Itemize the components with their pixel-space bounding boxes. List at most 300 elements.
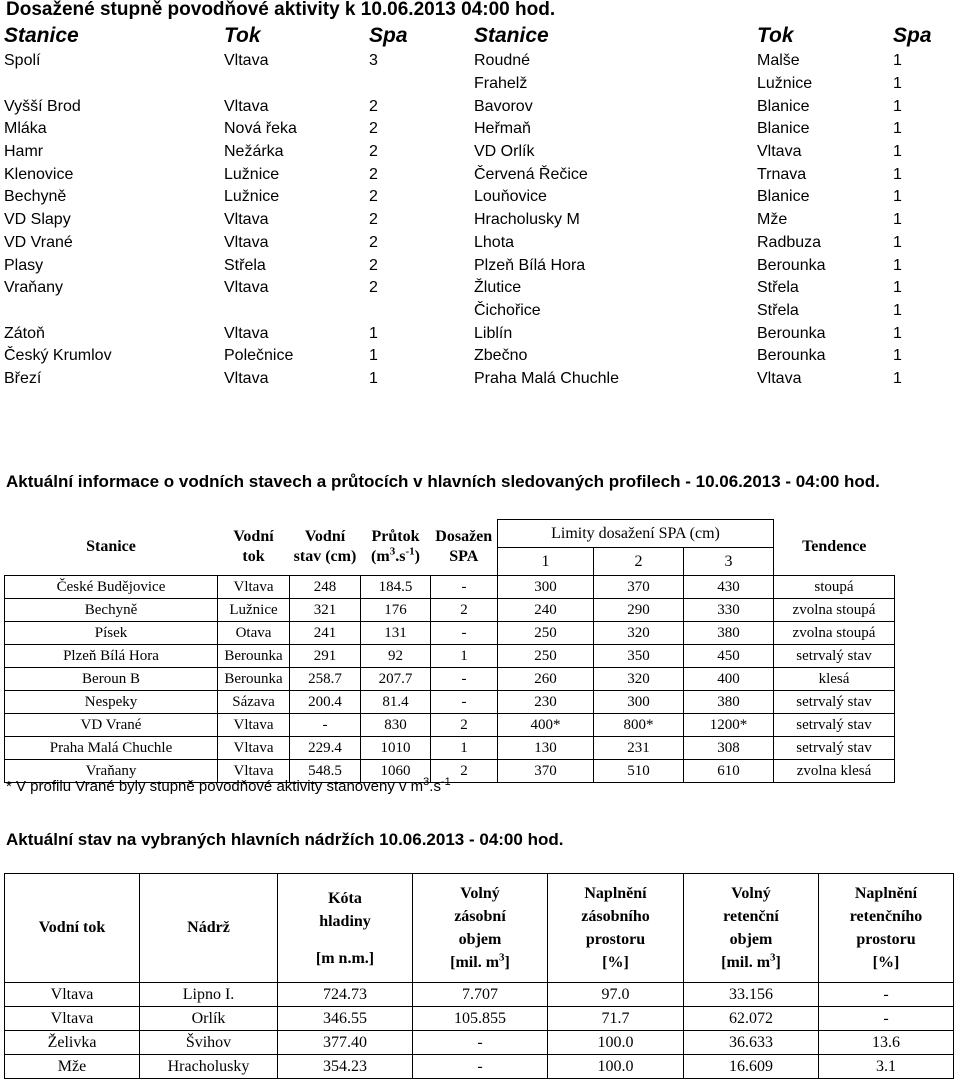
cell-spa-2: 1	[893, 256, 902, 274]
cell-vodni-tok: Berounka	[218, 668, 290, 691]
header-vodni-stav-line1: Vodní	[304, 528, 346, 546]
header-vodni-stav	[290, 520, 361, 576]
header-vodni-tok: Vodní tok	[5, 874, 140, 983]
cell-stanice: Beroun B	[5, 668, 218, 691]
cell-naplneni-zasobniho: 71.7	[548, 1007, 684, 1031]
cell-spa: 2	[369, 211, 378, 229]
cell-naplneni-retencniho: -	[819, 1007, 954, 1031]
header-vro-line3: objem	[729, 931, 773, 948]
header-spa: Spa	[369, 24, 408, 47]
cell-nadrz: Orlík	[140, 1007, 278, 1031]
header-kota-line3: [m n.m.]	[315, 949, 375, 967]
cell-spa: 2	[369, 165, 378, 183]
cell-vodni-stav: -	[290, 714, 361, 737]
table-row	[4, 50, 933, 73]
table-row	[5, 1007, 954, 1031]
cell-spa: 2	[369, 120, 378, 138]
cell-vodni-stav: 258.7	[290, 668, 361, 691]
cell-spa: 2	[369, 188, 378, 206]
cell-stanice: Plasy	[4, 256, 44, 274]
header-stanice: Stanice	[86, 538, 136, 556]
cell-vodni-stav: 229.4	[290, 737, 361, 760]
header-stanice: Stanice	[4, 24, 79, 47]
cell-tok-2: Blanice	[757, 120, 810, 138]
cell-tok-2: Střela	[757, 279, 799, 297]
table-row	[4, 277, 933, 300]
vzo-unit-b: 3	[499, 951, 505, 964]
cell-stanice: Praha Malá Chuchle	[5, 737, 218, 760]
cell-dosazen-spa: -	[431, 668, 498, 691]
cell-tendence: setrvalý stav	[774, 737, 895, 760]
footnote-text-2: .s	[429, 778, 441, 795]
cell-tok: Vltava	[224, 324, 269, 342]
vzo-unit-a: [mil. m	[450, 954, 500, 971]
table-row	[5, 1055, 954, 1079]
cell-tendence: klesá	[774, 668, 895, 691]
header-nrp-line3: prostoru	[856, 931, 916, 948]
cell-tok-2: Blanice	[757, 188, 810, 206]
header-naplneni-zasobniho	[548, 874, 684, 983]
cell-limit-3: 400	[684, 668, 774, 691]
header-limity: Limity dosažení SPA (cm)	[498, 520, 774, 548]
cell-vodni-stav: 248	[290, 576, 361, 599]
cell-tendence: setrvalý stav	[774, 691, 895, 714]
cell-prutok: 92	[361, 645, 431, 668]
cell-stanice: Nespeky	[5, 691, 218, 714]
cell-stanice: Hamr	[4, 143, 44, 161]
cell-spa: 2	[369, 97, 378, 115]
cell-stanice-2: Louňovice	[474, 188, 547, 206]
table-header-row	[5, 874, 954, 983]
table-row	[5, 737, 895, 760]
table-row	[5, 599, 895, 622]
cell-dosazen-spa: -	[431, 576, 498, 599]
cell-tok: Nová řeka	[224, 120, 297, 138]
table-row	[5, 714, 895, 737]
header-vodni-tok-line2: tok	[242, 548, 265, 566]
cell-kota: 724.73	[278, 983, 413, 1007]
cell-stanice: Český Krumlov	[4, 347, 112, 365]
cell-limit-2: 300	[594, 691, 684, 714]
cell-spa: 1	[369, 324, 378, 342]
cell-limit-1: 370	[498, 760, 594, 783]
cell-prutok: 1060	[361, 760, 431, 783]
cell-dosazen-spa: 2	[431, 599, 498, 622]
cell-limit-2: 510	[594, 760, 684, 783]
header-vzo-line2: zásobní	[454, 908, 506, 925]
header-vodni-tok	[218, 520, 290, 576]
cell-vodni-tok: Vltava	[218, 576, 290, 599]
header-nzp-line4: [%]	[602, 954, 629, 971]
cell-tok-2: Berounka	[757, 256, 826, 274]
cell-tok: Polečnice	[224, 347, 294, 365]
header-limit-1: 1	[498, 548, 594, 576]
cell-tok: Vltava	[224, 369, 269, 387]
cell-tendence: zvolna klesá	[774, 760, 895, 783]
header-stanice-2: Stanice	[474, 24, 549, 47]
cell-tok: Vltava	[224, 211, 269, 229]
cell-naplneni-retencniho: 3.1	[819, 1055, 954, 1079]
table-row	[4, 95, 933, 118]
cell-stanice-2: VD Orlík	[474, 143, 535, 161]
flood-activity-table	[4, 22, 933, 390]
cell-prutok: 207.7	[361, 668, 431, 691]
cell-tok-2: Lužnice	[757, 75, 813, 93]
cell-stanice: Písek	[5, 622, 218, 645]
cell-vodni-tok: Vltava	[5, 1007, 140, 1031]
cell-vodni-stav: 200.4	[290, 691, 361, 714]
cell-naplneni-zasobniho: 100.0	[548, 1031, 684, 1055]
cell-stanice: České Budějovice	[5, 576, 218, 599]
cell-dosazen-spa: 1	[431, 645, 498, 668]
header-tok-2: Tok	[757, 24, 794, 47]
cell-spa: 2	[369, 279, 378, 297]
cell-spa: 2	[369, 233, 378, 251]
header-nzp-line3: prostoru	[585, 931, 646, 948]
cell-limit-1: 230	[498, 691, 594, 714]
cell-limit-1: 300	[498, 576, 594, 599]
cell-limit-2: 231	[594, 737, 684, 760]
cell-naplneni-retencniho: -	[819, 983, 954, 1007]
header-tendence: Tendence	[802, 538, 867, 556]
cell-spa: 2	[369, 256, 378, 274]
cell-stanice-2: Praha Malá Chuchle	[474, 369, 619, 387]
cell-spa-2: 1	[893, 369, 902, 387]
cell-tok	[224, 300, 369, 323]
cell-vodni-tok: Mže	[5, 1055, 140, 1079]
cell-prutok: 131	[361, 622, 431, 645]
cell-tendence: zvolna stoupá	[774, 622, 895, 645]
header-volny-zasobni	[413, 874, 548, 983]
cell-spa-2: 1	[893, 233, 902, 251]
cell-spa-2: 1	[893, 347, 902, 365]
cell-kota: 377.40	[278, 1031, 413, 1055]
cell-stanice-2: Roudné	[474, 52, 531, 70]
cell-vodni-stav: 321	[290, 599, 361, 622]
cell-stanice: Mláka	[4, 120, 47, 138]
cell-limit-2: 800*	[594, 714, 684, 737]
header-limit-3: 3	[684, 548, 774, 576]
cell-spa-2: 1	[893, 279, 902, 297]
cell-limit-1: 400*	[498, 714, 594, 737]
cell-tok-2: Berounka	[757, 324, 826, 342]
cell-dosazen-spa: -	[431, 691, 498, 714]
table-row	[5, 576, 895, 599]
cell-stanice-2: Žlutice	[474, 279, 522, 297]
table-row	[4, 322, 933, 345]
cell-naplneni-retencniho: 13.6	[819, 1031, 954, 1055]
footnote-sup-2: -1	[440, 776, 451, 788]
table-header-row	[4, 22, 933, 50]
prutok-unit-b: 3	[389, 545, 396, 558]
cell-vodni-stav: 548.5	[290, 760, 361, 783]
table-row	[5, 645, 895, 668]
cell-tendence: zvolna stoupá	[774, 599, 895, 622]
header-kota-line2: hladiny	[319, 912, 371, 930]
cell-tok-2: Berounka	[757, 347, 826, 365]
header-prutok-line1: Průtok	[371, 528, 420, 546]
cell-kota: 346.55	[278, 1007, 413, 1031]
cell-prutok: 176	[361, 599, 431, 622]
header-nrp-line1: Naplnění	[854, 885, 918, 902]
cell-naplneni-zasobniho: 97.0	[548, 983, 684, 1007]
cell-stanice-2: Heřmaň	[474, 120, 531, 138]
header-nrp-line4: [%]	[872, 954, 900, 971]
table-row	[4, 118, 933, 141]
vzo-unit-c: ]	[504, 954, 510, 971]
prutok-unit-a: (m	[371, 548, 390, 566]
cell-stanice-2: Hracholusky M	[474, 211, 580, 229]
cell-stanice: Bechyně	[4, 188, 67, 206]
cell-limit-3: 330	[684, 599, 774, 622]
cell-stanice: Vraňany	[5, 760, 218, 783]
cell-tok: Vltava	[224, 233, 269, 251]
cell-tendence: setrvalý stav	[774, 714, 895, 737]
cell-limit-3: 430	[684, 576, 774, 599]
cell-limit-2: 320	[594, 668, 684, 691]
vro-unit-a: [mil. m	[721, 954, 771, 971]
cell-stanice: Klenovice	[4, 165, 74, 183]
cell-spa	[369, 300, 474, 323]
cell-spa: 3	[369, 52, 378, 70]
cell-stanice: VD Vrané	[5, 714, 218, 737]
cell-volny-retencni: 62.072	[684, 1007, 819, 1031]
cell-spa-2: 1	[893, 324, 902, 342]
cell-vodni-tok: Lužnice	[218, 599, 290, 622]
cell-tok-2: Blanice	[757, 97, 810, 115]
table-row	[4, 163, 933, 186]
cell-prutok: 184.5	[361, 576, 431, 599]
cell-nadrz: Lipno I.	[140, 983, 278, 1007]
cell-tok	[224, 73, 369, 96]
cell-stanice: Bechyně	[5, 599, 218, 622]
table-row	[4, 345, 933, 368]
cell-stanice	[4, 73, 224, 96]
cell-limit-3: 308	[684, 737, 774, 760]
cell-stanice: Březí	[4, 369, 42, 387]
cell-limit-3: 610	[684, 760, 774, 783]
table-row	[4, 141, 933, 164]
cell-limit-2: 370	[594, 576, 684, 599]
header-dosazen-spa	[431, 520, 498, 576]
cell-stanice: Zátoň	[4, 324, 45, 342]
header-vzo-line3: objem	[458, 931, 502, 948]
table-row	[4, 209, 933, 232]
cell-stanice-2: Liblín	[474, 324, 513, 342]
water-levels-table	[4, 519, 895, 783]
cell-stanice: VD Vrané	[4, 233, 73, 251]
header-nrp-line2: retenčního	[849, 908, 923, 925]
cell-prutok: 830	[361, 714, 431, 737]
cell-limit-3: 450	[684, 645, 774, 668]
cell-stanice-2: Lhota	[474, 233, 515, 251]
cell-vodni-tok: Vltava	[218, 760, 290, 783]
header-spa-2: Spa	[893, 24, 932, 47]
cell-volny-retencni: 33.156	[684, 983, 819, 1007]
cell-vodni-stav: 241	[290, 622, 361, 645]
cell-vodni-tok: Vltava	[218, 714, 290, 737]
cell-kota: 354.23	[278, 1055, 413, 1079]
cell-volny-retencni: 16.609	[684, 1055, 819, 1079]
cell-limit-2: 320	[594, 622, 684, 645]
cell-spa: 1	[369, 369, 378, 387]
vro-unit-c: ]	[775, 954, 781, 971]
header-nzp-line2: zásobního	[581, 908, 650, 925]
cell-spa-2: 1	[893, 120, 902, 138]
cell-nadrz: Švihov	[140, 1031, 278, 1055]
cell-spa	[369, 73, 474, 96]
prutok-unit-e: )	[414, 548, 420, 566]
cell-stanice-2: Zbečno	[474, 347, 528, 365]
cell-spa-2: 1	[893, 143, 902, 161]
cell-limit-3: 380	[684, 691, 774, 714]
cell-volny-zasobni: -	[413, 1031, 548, 1055]
header-dosazen-line2: SPA	[449, 548, 479, 566]
reservoirs-table	[4, 873, 954, 1079]
cell-vodni-tok: Sázava	[218, 691, 290, 714]
section3-title: Aktuální stav na vybraných hlavních nádržích 10.06.2013 - 04:00 hod.	[6, 830, 564, 849]
cell-limit-1: 240	[498, 599, 594, 622]
cell-limit-2: 350	[594, 645, 684, 668]
header-vodni-stav-line2: stav (cm)	[293, 548, 357, 566]
table-row	[4, 368, 933, 391]
cell-vodni-tok: Berounka	[218, 645, 290, 668]
table-row	[5, 622, 895, 645]
table-row	[5, 983, 954, 1007]
cell-tok-2: Mže	[757, 211, 788, 229]
header-vzo-line4	[413, 951, 547, 974]
cell-limit-3: 380	[684, 622, 774, 645]
cell-spa-2: 1	[893, 165, 902, 183]
cell-tok-2: Trnava	[757, 165, 807, 183]
cell-tok-2: Střela	[757, 301, 799, 319]
cell-tendence: setrvalý stav	[774, 645, 895, 668]
cell-spa-2: 1	[893, 188, 902, 206]
cell-stanice-2: Plzeň Bílá Hora	[474, 256, 586, 274]
header-dosazen-line1: Dosažen	[435, 528, 493, 546]
cell-tok-2: Malše	[757, 52, 800, 70]
cell-limit-1: 250	[498, 622, 594, 645]
cell-spa-2: 1	[893, 97, 902, 115]
table-row	[4, 73, 933, 96]
header-nzp-line1: Naplnění	[584, 885, 647, 902]
cell-stanice-2: Červená Řečice	[474, 165, 588, 183]
cell-stanice-2: Frahelž	[474, 75, 528, 93]
cell-naplneni-zasobniho: 100.0	[548, 1055, 684, 1079]
header-vro-line4	[684, 951, 818, 974]
cell-vodni-tok: Otava	[218, 622, 290, 645]
cell-stanice-2: Bavorov	[474, 97, 533, 115]
cell-dosazen-spa: 2	[431, 760, 498, 783]
cell-limit-1: 260	[498, 668, 594, 691]
cell-limit-2: 290	[594, 599, 684, 622]
header-prutok-unit	[371, 545, 420, 566]
cell-vodni-tok: Želivka	[5, 1031, 140, 1055]
table-row	[5, 1031, 954, 1055]
table-row	[4, 300, 933, 323]
table-header-row	[5, 520, 895, 548]
cell-prutok: 1010	[361, 737, 431, 760]
footnote-sup-1: 3	[423, 776, 430, 788]
cell-dosazen-spa: 2	[431, 714, 498, 737]
cell-volny-zasobni: 105.855	[413, 1007, 548, 1031]
table-row	[5, 668, 895, 691]
header-kota-line1: Kóta	[328, 889, 362, 907]
prutok-unit-c: .s	[395, 548, 406, 566]
prutok-unit-d: -1	[405, 545, 415, 558]
cell-tok-2: Vltava	[757, 369, 802, 387]
cell-stanice: Plzeň Bílá Hora	[5, 645, 218, 668]
cell-vodni-stav: 291	[290, 645, 361, 668]
cell-tok: Nežárka	[224, 143, 284, 161]
section2-title: Aktuální informace o vodních stavech a průtocích v hlavních sledovaných profilech - 10.06.2013 - 04:00 hod.	[6, 472, 880, 491]
cell-tok: Vltava	[224, 97, 269, 115]
header-vro-line2: retenční	[723, 908, 779, 925]
cell-spa-2: 1	[893, 75, 902, 93]
cell-spa-2: 1	[893, 52, 902, 70]
footnote-text: * V profilu Vrané byly stupně povodňové aktivity stanoveny v m	[6, 778, 424, 795]
table-row	[5, 691, 895, 714]
cell-tok-2: Radbuza	[757, 233, 822, 251]
cell-spa: 1	[369, 347, 378, 365]
cell-limit-1: 130	[498, 737, 594, 760]
cell-stanice: VD Slapy	[4, 211, 71, 229]
cell-dosazen-spa: 1	[431, 737, 498, 760]
cell-stanice: Vraňany	[4, 279, 63, 297]
cell-stanice: Vyšší Brod	[4, 97, 81, 115]
header-vodni-tok-line1: Vodní	[233, 528, 274, 546]
header-vro-line1: Volný	[731, 885, 771, 902]
header-naplneni-retencniho	[819, 874, 954, 983]
table-row	[4, 232, 933, 255]
header-prutok	[361, 520, 431, 576]
cell-volny-zasobni: -	[413, 1055, 548, 1079]
cell-dosazen-spa: -	[431, 622, 498, 645]
header-volny-retencni	[684, 874, 819, 983]
cell-volny-retencni: 36.633	[684, 1031, 819, 1055]
cell-tok: Lužnice	[224, 188, 280, 206]
header-tok: Tok	[224, 24, 261, 47]
cell-tok: Lužnice	[224, 165, 280, 183]
header-kota	[278, 874, 413, 983]
section1-title: Dosažené stupně povodňové aktivity k 10.06.2013 04:00 hod.	[6, 0, 556, 20]
table-row	[4, 186, 933, 209]
cell-tok: Vltava	[224, 279, 269, 297]
footnote	[6, 778, 451, 795]
header-vzo-line1: Volný	[460, 885, 500, 902]
cell-tok-2: Vltava	[757, 143, 802, 161]
cell-stanice-2: Čichořice	[474, 301, 541, 319]
cell-nadrz: Hracholusky	[140, 1055, 278, 1079]
cell-vodni-tok: Vltava	[5, 983, 140, 1007]
cell-tendence: stoupá	[774, 576, 895, 599]
cell-stanice: Spolí	[4, 52, 41, 70]
cell-volny-zasobni: 7.707	[413, 983, 548, 1007]
vro-unit-b: 3	[770, 951, 776, 964]
cell-stanice	[4, 300, 224, 323]
cell-limit-1: 250	[498, 645, 594, 668]
cell-tok: Vltava	[224, 52, 269, 70]
cell-prutok: 81.4	[361, 691, 431, 714]
cell-vodni-tok: Vltava	[218, 737, 290, 760]
cell-spa-2: 1	[893, 211, 902, 229]
header-nadrz: Nádrž	[140, 874, 278, 983]
cell-tok: Střela	[224, 256, 266, 274]
cell-limit-3: 1200*	[684, 714, 774, 737]
header-limit-2: 2	[594, 548, 684, 576]
table-row	[4, 254, 933, 277]
cell-spa: 2	[369, 143, 378, 161]
